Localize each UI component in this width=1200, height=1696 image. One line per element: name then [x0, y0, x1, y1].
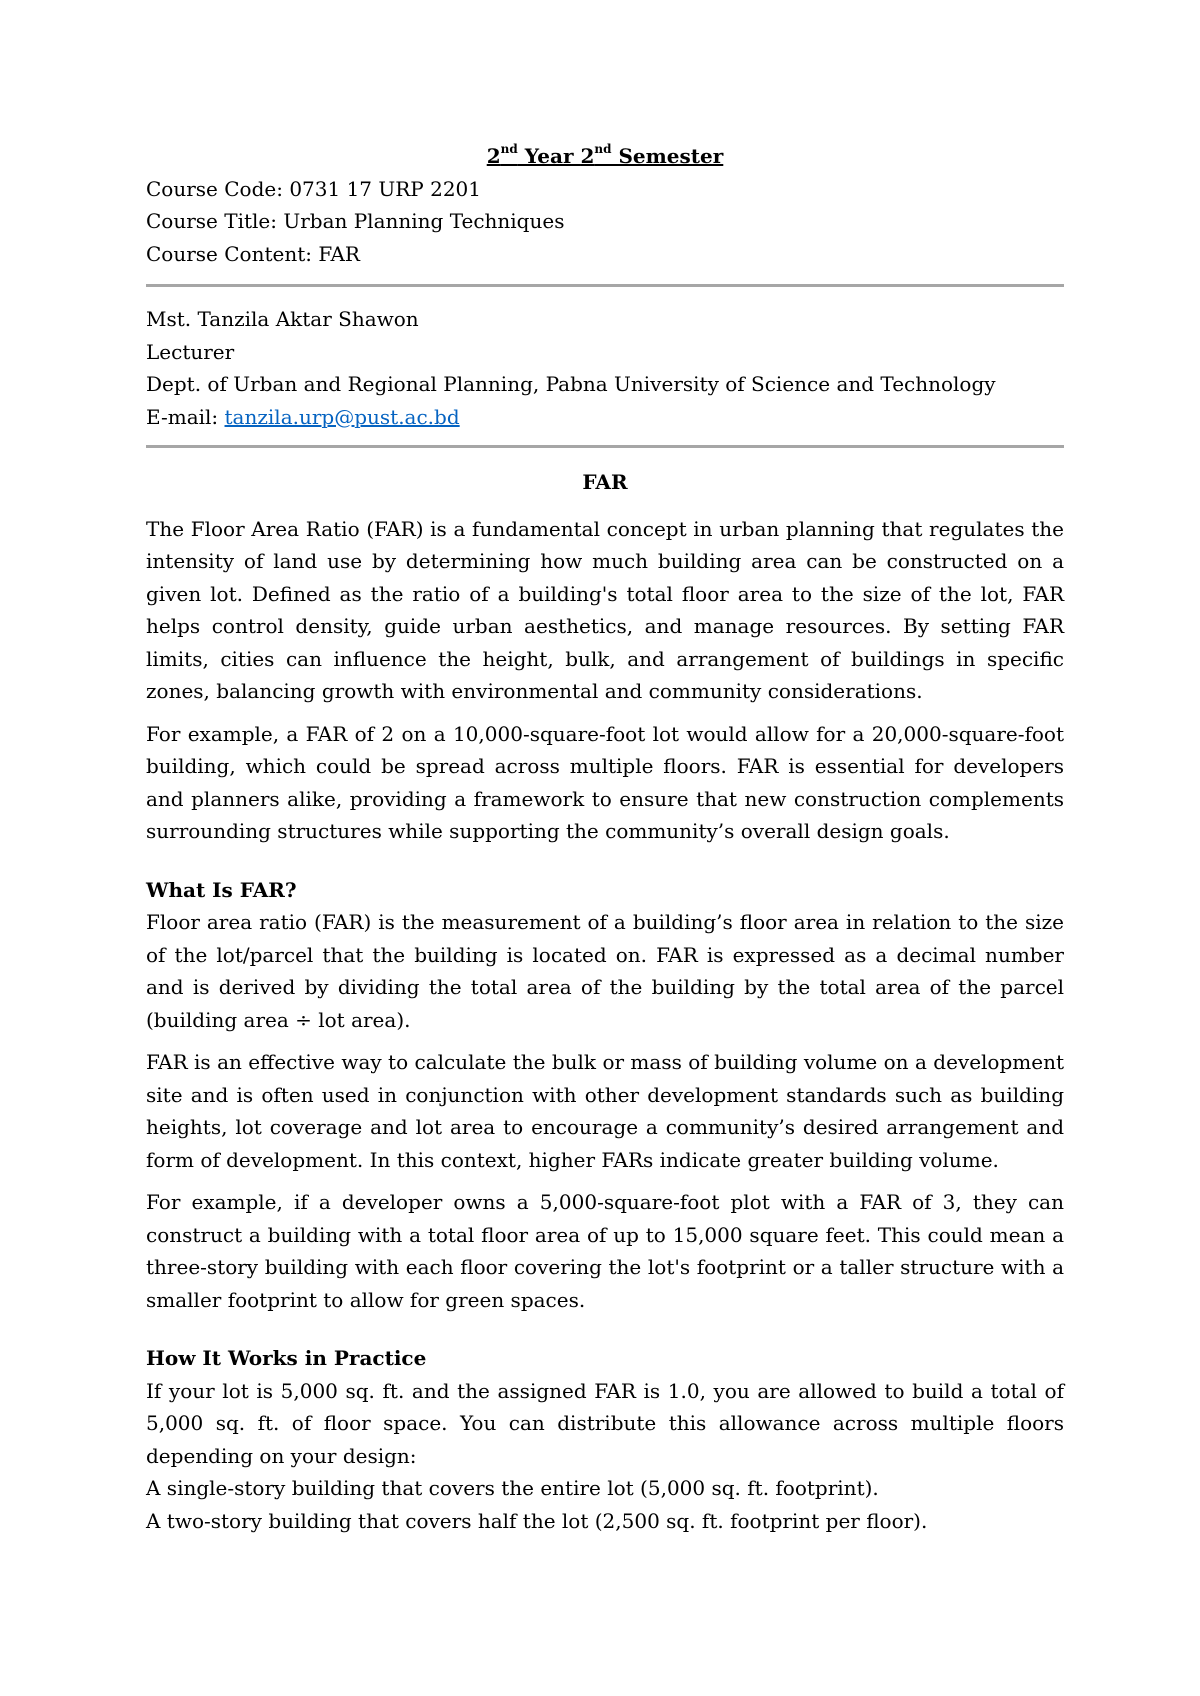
year-word: Year: [517, 144, 581, 168]
course-code: Course Code: 0731 17 URP 2201: [146, 176, 482, 201]
semester-word: Semester: [611, 144, 724, 168]
section-title-far: FAR: [582, 470, 628, 494]
divider-top: [146, 284, 1064, 287]
semester-superscript: nd: [594, 142, 612, 157]
intro-paragraph-1: The Floor Area Ratio (FAR) is a fundamental concept in urban planning that regulates the intensity of land use by determining how much building area can be constructed on a given lot. Defined as the ratio of a building's total floor area to the size of the lot, FAR helps control density, guide urban aesthetics, and manage resources. By setting FAR limits, cities can influence the height, bulk, and arrangement of buildings in specific zones, balancing growth with environmental and community considerations.: [146, 516, 1064, 703]
heading-practice: How It Works in Practice: [146, 1346, 427, 1370]
practice-item-2: A two-story building that covers half the lot (2,500 sq. ft. footprint per floor).: [146, 1508, 928, 1533]
author-name: Mst. Tanzila Aktar Shawon: [146, 307, 419, 331]
semester-number: 2: [580, 144, 595, 168]
document-content: [146, 140, 1064, 1537]
year-number: 2: [486, 144, 501, 168]
email-label: E-mail:: [146, 404, 225, 429]
what-paragraph-3: For example, if a developer owns a 5,000-square-foot plot with a FAR of 3, they can construct a building with a total floor area of up to 15,000 square feet. This could mean a three-story building with each floor covering the lot's footprint or a taller structure with a smaller footprint to allow for green spaces.: [146, 1190, 1064, 1312]
course-title: Course Title: Urban Planning Techniques: [146, 209, 565, 233]
email-link[interactable]: tanzila.urp@pust.ac.bd: [224, 404, 460, 429]
divider-bottom: [146, 445, 1064, 448]
intro-paragraph-2: For example, a FAR of 2 on a 10,000-square-foot lot would allow for a 20,000-square-foot building, which could be spread across multiple floors. FAR is essential for developers and planners alike, providing a framework to ensure that new construction complements surrounding structures while supporting the community’s overall design goals.: [146, 721, 1064, 843]
author-role: Lecturer: [146, 339, 235, 364]
semester-heading: [146, 140, 1064, 173]
author-email-line: [146, 401, 1064, 434]
practice-paragraph: If your lot is 5,000 sq. ft. and the assigned FAR is 1.0, you are allowed to build a total of 5,000 sq. ft. of floor space. You can distribute this allowance across multiple floors depending on your design:: [146, 1378, 1064, 1468]
author-department: Dept. of Urban and Regional Planning, Pabna University of Science and Technology: [146, 372, 996, 396]
what-paragraph-1: Floor area ratio (FAR) is the measurement of a building’s floor area in relation to the size of the lot/parcel that the building is located on. FAR is expressed as a decimal number and is derived by dividing the total area of the building by the total area of the parcel (building area ÷ lot area).: [146, 910, 1064, 1032]
heading-what-is-far: What Is FAR?: [146, 877, 297, 902]
practice-item-1: A single-story building that covers the entire lot (5,000 sq. ft. footprint).: [146, 1476, 879, 1500]
course-content: Course Content: FAR: [146, 241, 360, 266]
year-superscript: nd: [500, 142, 518, 157]
what-paragraph-2: FAR is an effective way to calculate the bulk or mass of building volume on a development site and is often used in conjunction with other development standards such as building heights, lot coverage and lot area to encourage a community’s desired arrangement and form of development. In this context, higher FARs indicate greater building volume.: [146, 1050, 1064, 1172]
